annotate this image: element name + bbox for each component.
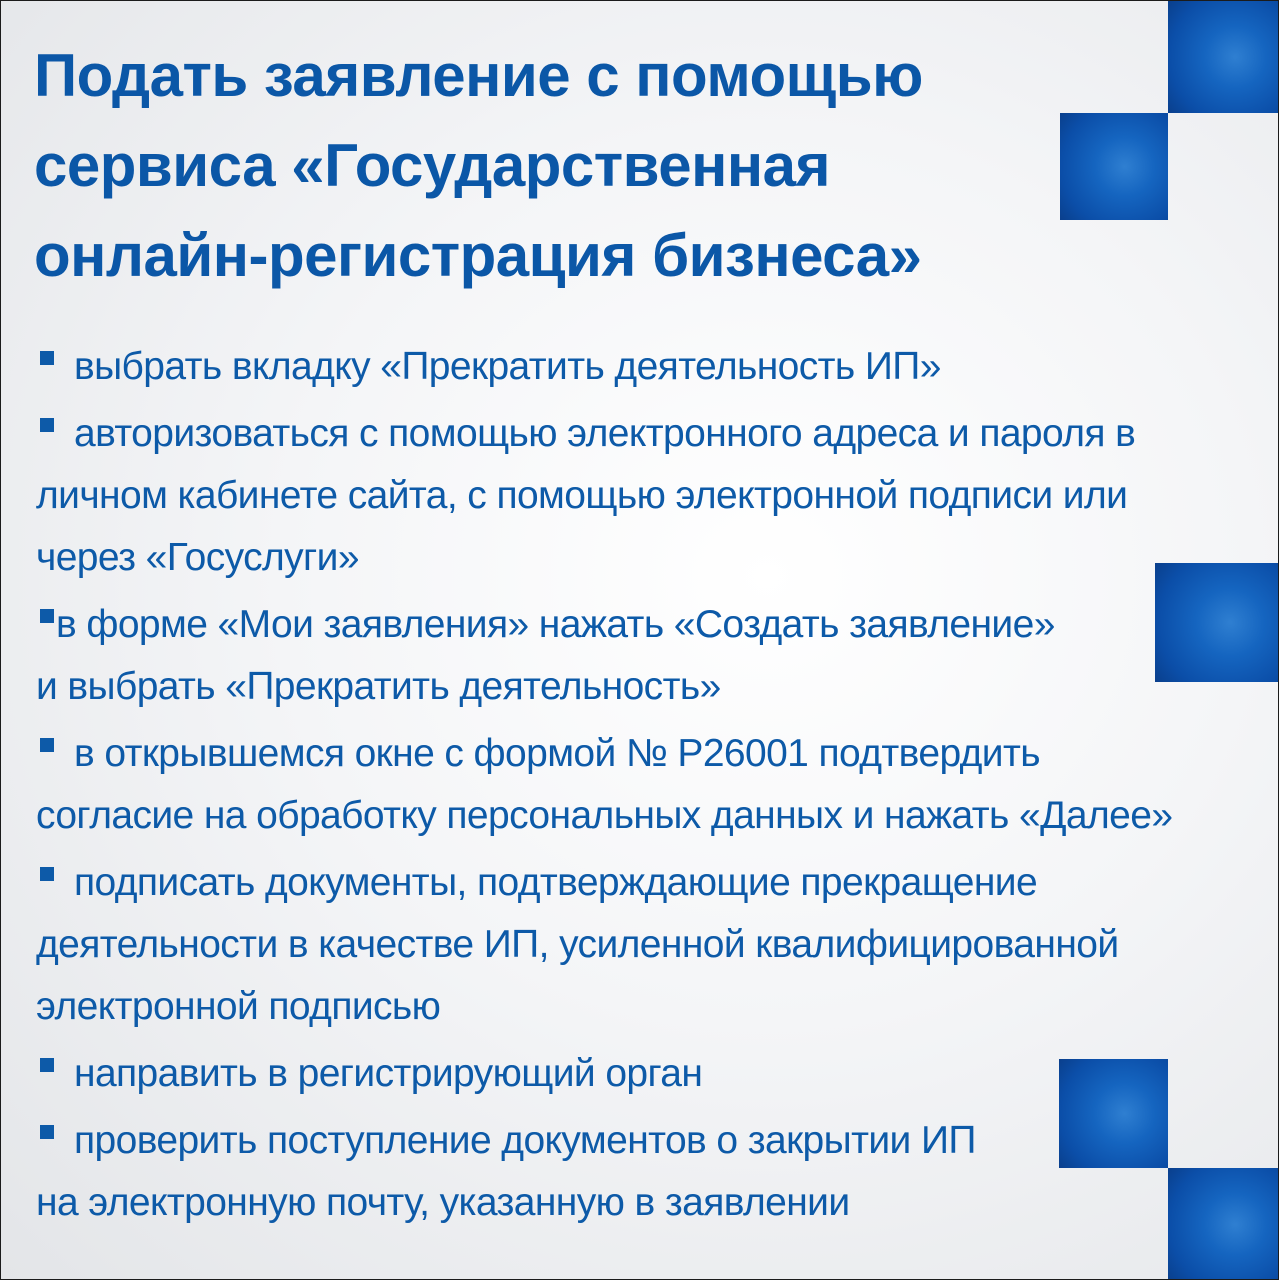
step-confirm-consent <box>36 723 1256 847</box>
step-text: согласие на обработку персональных данных и нажать «Далее» <box>36 794 1173 837</box>
step-text: выбрать вкладку «Прекратить деятельность ИП» <box>74 345 941 388</box>
steps-list <box>36 336 1256 1239</box>
title-line: онлайн-регистрация бизнеса» <box>34 222 922 289</box>
decor-square-top-left <box>1060 113 1168 220</box>
bullet-icon <box>40 351 54 365</box>
step-create-application <box>36 594 1256 718</box>
step-send-to-authority <box>36 1043 1256 1105</box>
bullet-icon <box>40 1058 54 1072</box>
bullet-icon <box>40 1125 54 1139</box>
step-text: личном кабинете сайта, с помощью электронной подписи или <box>36 474 1128 517</box>
step-sign-documents <box>36 852 1256 1038</box>
step-text: электронной подписью <box>36 985 441 1028</box>
page-title <box>34 31 1034 301</box>
step-text: через «Госуслуги» <box>36 536 359 579</box>
step-text: направить в регистрирующий орган <box>74 1052 703 1095</box>
step-text: на электронную почту, указанную в заявлении <box>36 1181 850 1224</box>
step-text: в открывшемся окне с формой № Р26001 подтвердить <box>74 732 1040 775</box>
bullet-icon <box>40 738 54 752</box>
step-text: деятельности в качестве ИП, усиленной квалифицированной <box>36 923 1119 966</box>
step-authorize <box>36 403 1256 589</box>
step-text: авторизоваться с помощью электронного адреса и пароля в <box>74 412 1136 455</box>
title-line: сервиса «Государственная <box>34 132 830 199</box>
step-text: проверить поступление документов о закрытии ИП <box>74 1119 976 1162</box>
step-text: и выбрать «Прекратить деятельность» <box>36 665 721 708</box>
step-text: в форме «Мои заявления» нажать «Создать заявление» <box>56 603 1055 646</box>
bullet-icon <box>40 418 54 432</box>
title-line: Подать заявление с помощью <box>34 42 923 109</box>
step-text: подписать документы, подтверждающие прекращение <box>74 861 1038 904</box>
step-check-email <box>36 1110 1256 1234</box>
bullet-icon <box>40 867 54 881</box>
bullet-icon <box>40 609 54 623</box>
decor-square-top-right <box>1168 1 1279 113</box>
step-select-tab <box>36 336 1256 398</box>
